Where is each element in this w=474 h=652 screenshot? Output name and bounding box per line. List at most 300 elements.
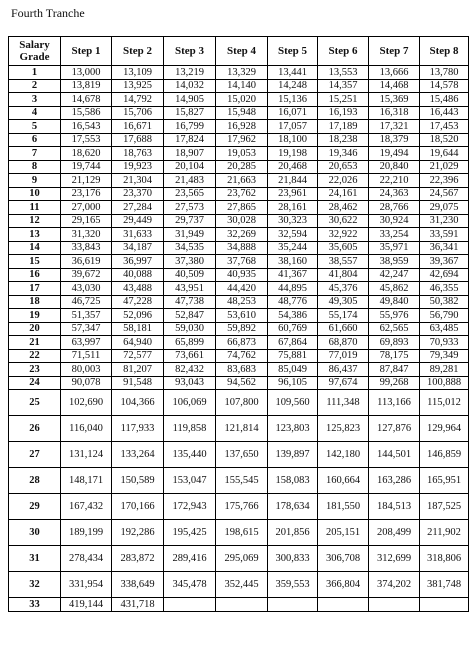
salary-cell: 22,396 [420, 174, 469, 188]
salary-cell: 40,088 [112, 268, 164, 282]
salary-grade-cell: 23 [9, 363, 61, 377]
salary-cell: 23,176 [61, 187, 112, 201]
salary-cell: 94,562 [216, 376, 268, 390]
salary-cell: 131,124 [61, 442, 112, 468]
salary-cell: 14,905 [164, 93, 216, 107]
salary-cell: 19,494 [369, 147, 420, 161]
salary-grade-cell: 14 [9, 241, 61, 255]
salary-cell: 116,040 [61, 416, 112, 442]
salary-cell: 78,175 [369, 349, 420, 363]
salary-cell: 15,369 [369, 93, 420, 107]
salary-grade-cell: 27 [9, 442, 61, 468]
salary-cell: 184,513 [369, 494, 420, 520]
salary-cell: 175,766 [216, 494, 268, 520]
salary-cell: 49,840 [369, 295, 420, 309]
column-header: Step 4 [216, 37, 268, 66]
salary-cell: 22,026 [318, 174, 369, 188]
salary-cell: 43,030 [61, 282, 112, 296]
salary-cell: 38,160 [268, 255, 318, 269]
salary-cell: 63,485 [420, 322, 469, 336]
salary-cell: 46,725 [61, 295, 112, 309]
table-row [9, 416, 469, 442]
salary-cell: 14,792 [112, 93, 164, 107]
salary-cell: 86,437 [318, 363, 369, 377]
table-row [9, 201, 469, 215]
salary-cell: 374,202 [369, 572, 420, 598]
salary-grade-cell: 16 [9, 268, 61, 282]
table-row [9, 214, 469, 228]
salary-cell: 38,959 [369, 255, 420, 269]
salary-cell: 167,432 [61, 494, 112, 520]
salary-cell: 33,591 [420, 228, 469, 242]
salary-cell: 33,254 [369, 228, 420, 242]
salary-cell: 55,174 [318, 309, 369, 323]
salary-grade-cell: 21 [9, 336, 61, 350]
salary-cell: 165,951 [420, 468, 469, 494]
salary-cell: 55,976 [369, 309, 420, 323]
salary-cell: 99,268 [369, 376, 420, 390]
salary-cell: 19,053 [216, 147, 268, 161]
salary-cell: 57,347 [61, 322, 112, 336]
table-row [9, 295, 469, 309]
salary-cell: 14,357 [318, 79, 369, 93]
salary-cell: 13,441 [268, 66, 318, 80]
salary-cell: 37,380 [164, 255, 216, 269]
salary-cell: 13,553 [318, 66, 369, 80]
salary-cell: 63,997 [61, 336, 112, 350]
salary-cell: 192,286 [112, 520, 164, 546]
salary-cell: 34,535 [164, 241, 216, 255]
column-header: Step 2 [112, 37, 164, 66]
salary-cell: 178,634 [268, 494, 318, 520]
salary-grade-cell: 5 [9, 120, 61, 134]
salary-cell: 28,462 [318, 201, 369, 215]
column-header: Step 8 [420, 37, 469, 66]
salary-grade-cell: 15 [9, 255, 61, 269]
salary-grade-cell: 24 [9, 376, 61, 390]
salary-cell: 15,486 [420, 93, 469, 107]
table-row [9, 174, 469, 188]
table-row [9, 241, 469, 255]
salary-cell: 36,341 [420, 241, 469, 255]
salary-cell: 419,144 [61, 598, 112, 612]
page-title: Fourth Tranche [11, 6, 85, 20]
salary-grade-cell: 31 [9, 546, 61, 572]
salary-cell: 201,856 [268, 520, 318, 546]
salary-cell: 15,020 [216, 93, 268, 107]
salary-cell: 195,425 [164, 520, 216, 546]
salary-cell: 129,964 [420, 416, 469, 442]
salary-cell: 54,386 [268, 309, 318, 323]
salary-cell: 181,550 [318, 494, 369, 520]
salary-cell: 16,071 [268, 106, 318, 120]
salary-cell: 13,329 [216, 66, 268, 80]
salary-cell: 43,488 [112, 282, 164, 296]
salary-cell: 144,501 [369, 442, 420, 468]
salary-grade-cell: 25 [9, 390, 61, 416]
salary-cell: 18,520 [420, 133, 469, 147]
salary-cell: 17,962 [216, 133, 268, 147]
table-row [9, 255, 469, 269]
salary-cell: 13,819 [61, 79, 112, 93]
salary-cell: 27,284 [112, 201, 164, 215]
salary-cell: 44,420 [216, 282, 268, 296]
salary-cell: 170,166 [112, 494, 164, 520]
salary-cell: 40,935 [216, 268, 268, 282]
salary-cell: 142,180 [318, 442, 369, 468]
salary-cell: 189,199 [61, 520, 112, 546]
salary-cell: 352,445 [216, 572, 268, 598]
salary-grade-cell: 29 [9, 494, 61, 520]
table-row [9, 442, 469, 468]
salary-cell: 51,357 [61, 309, 112, 323]
salary-cell: 19,644 [420, 147, 469, 161]
salary-cell: 27,865 [216, 201, 268, 215]
salary-cell: 160,664 [318, 468, 369, 494]
salary-cell: 16,443 [420, 106, 469, 120]
salary-cell: 71,511 [61, 349, 112, 363]
salary-grade-cell: 4 [9, 106, 61, 120]
salary-cell [420, 598, 469, 612]
salary-cell: 30,028 [216, 214, 268, 228]
salary-cell: 28,161 [268, 201, 318, 215]
salary-cell: 56,790 [420, 309, 469, 323]
salary-cell: 52,847 [164, 309, 216, 323]
salary-cell: 35,244 [268, 241, 318, 255]
salary-cell: 49,305 [318, 295, 369, 309]
salary-cell: 60,769 [268, 322, 318, 336]
table-row [9, 147, 469, 161]
salary-cell: 44,895 [268, 282, 318, 296]
table-row [9, 390, 469, 416]
table-row [9, 336, 469, 350]
salary-cell: 31,320 [61, 228, 112, 242]
salary-grade-cell: 18 [9, 295, 61, 309]
salary-cell: 17,688 [112, 133, 164, 147]
salary-grade-cell: 26 [9, 416, 61, 442]
salary-cell: 62,565 [369, 322, 420, 336]
salary-cell: 96,105 [268, 376, 318, 390]
salary-cell: 64,940 [112, 336, 164, 350]
salary-cell: 68,870 [318, 336, 369, 350]
column-header: Salary Grade [9, 37, 61, 66]
salary-cell: 50,382 [420, 295, 469, 309]
salary-cell: 19,744 [61, 160, 112, 174]
salary-cell: 39,672 [61, 268, 112, 282]
salary-cell: 20,468 [268, 160, 318, 174]
salary-cell: 15,706 [112, 106, 164, 120]
salary-cell: 20,653 [318, 160, 369, 174]
salary-cell: 53,610 [216, 309, 268, 323]
table-row [9, 546, 469, 572]
salary-cell: 283,872 [112, 546, 164, 572]
salary-grade-cell: 13 [9, 228, 61, 242]
salary-cell: 43,951 [164, 282, 216, 296]
salary-cell: 21,304 [112, 174, 164, 188]
salary-cell: 17,321 [369, 120, 420, 134]
column-header: Step 7 [369, 37, 420, 66]
salary-cell: 42,694 [420, 268, 469, 282]
salary-cell: 48,776 [268, 295, 318, 309]
salary-cell: 17,553 [61, 133, 112, 147]
table-row [9, 322, 469, 336]
salary-cell: 36,997 [112, 255, 164, 269]
table-body [9, 66, 469, 612]
salary-cell [164, 598, 216, 612]
salary-cell: 102,690 [61, 390, 112, 416]
salary-cell: 17,057 [268, 120, 318, 134]
salary-grade-cell: 33 [9, 598, 61, 612]
salary-cell: 13,000 [61, 66, 112, 80]
salary-cell: 21,663 [216, 174, 268, 188]
salary-cell: 97,674 [318, 376, 369, 390]
salary-cell: 338,649 [112, 572, 164, 598]
salary-cell: 205,151 [318, 520, 369, 546]
salary-cell: 33,843 [61, 241, 112, 255]
salary-cell: 187,525 [420, 494, 469, 520]
salary-cell: 29,075 [420, 201, 469, 215]
salary-grade-cell: 22 [9, 349, 61, 363]
table-row [9, 160, 469, 174]
salary-cell: 47,738 [164, 295, 216, 309]
salary-cell: 109,560 [268, 390, 318, 416]
salary-cell: 13,666 [369, 66, 420, 80]
salary-cell: 18,907 [164, 147, 216, 161]
salary-cell: 22,210 [369, 174, 420, 188]
salary-cell: 13,219 [164, 66, 216, 80]
salary-cell: 59,030 [164, 322, 216, 336]
salary-cell: 14,678 [61, 93, 112, 107]
salary-grade-cell: 30 [9, 520, 61, 546]
salary-cell: 19,923 [112, 160, 164, 174]
salary-grade-cell: 7 [9, 147, 61, 161]
salary-grade-cell: 8 [9, 160, 61, 174]
salary-cell: 16,318 [369, 106, 420, 120]
salary-cell: 14,140 [216, 79, 268, 93]
salary-cell: 41,367 [268, 268, 318, 282]
salary-cell: 21,129 [61, 174, 112, 188]
table-row [9, 520, 469, 546]
salary-cell: 15,136 [268, 93, 318, 107]
salary-cell: 13,109 [112, 66, 164, 80]
salary-cell: 17,453 [420, 120, 469, 134]
salary-cell: 139,897 [268, 442, 318, 468]
salary-cell: 41,804 [318, 268, 369, 282]
salary-cell: 66,873 [216, 336, 268, 350]
salary-cell: 45,862 [369, 282, 420, 296]
salary-cell: 431,718 [112, 598, 164, 612]
table-row [9, 376, 469, 390]
salary-cell: 198,615 [216, 520, 268, 546]
salary-cell: 21,029 [420, 160, 469, 174]
salary-cell: 29,165 [61, 214, 112, 228]
salary-cell: 15,948 [216, 106, 268, 120]
salary-cell: 30,323 [268, 214, 318, 228]
table-row [9, 282, 469, 296]
salary-cell: 34,187 [112, 241, 164, 255]
salary-grade-cell: 2 [9, 79, 61, 93]
salary-cell: 104,366 [112, 390, 164, 416]
salary-cell: 46,355 [420, 282, 469, 296]
salary-cell: 289,416 [164, 546, 216, 572]
salary-cell: 155,545 [216, 468, 268, 494]
salary-cell: 278,434 [61, 546, 112, 572]
salary-cell: 23,370 [112, 187, 164, 201]
table-row [9, 468, 469, 494]
salary-cell: 27,573 [164, 201, 216, 215]
salary-cell: 153,047 [164, 468, 216, 494]
salary-cell: 172,943 [164, 494, 216, 520]
salary-cell: 125,823 [318, 416, 369, 442]
salary-cell: 18,620 [61, 147, 112, 161]
salary-cell: 31,633 [112, 228, 164, 242]
salary-cell: 117,933 [112, 416, 164, 442]
salary-cell: 15,827 [164, 106, 216, 120]
salary-cell: 14,032 [164, 79, 216, 93]
table-row [9, 349, 469, 363]
salary-cell: 306,708 [318, 546, 369, 572]
salary-cell: 15,586 [61, 106, 112, 120]
salary-cell: 135,440 [164, 442, 216, 468]
salary-cell: 107,800 [216, 390, 268, 416]
table-row [9, 187, 469, 201]
salary-cell: 345,478 [164, 572, 216, 598]
salary-cell: 16,543 [61, 120, 112, 134]
salary-cell: 61,660 [318, 322, 369, 336]
salary-cell: 23,565 [164, 187, 216, 201]
salary-cell: 16,799 [164, 120, 216, 134]
salary-grade-cell: 10 [9, 187, 61, 201]
salary-cell: 163,286 [369, 468, 420, 494]
table-row [9, 79, 469, 93]
salary-cell: 18,238 [318, 133, 369, 147]
column-header: Step 6 [318, 37, 369, 66]
salary-cell: 24,363 [369, 187, 420, 201]
table-row [9, 120, 469, 134]
salary-cell: 37,768 [216, 255, 268, 269]
salary-cell: 32,269 [216, 228, 268, 242]
salary-cell: 20,285 [216, 160, 268, 174]
table-row [9, 598, 469, 612]
salary-cell: 312,699 [369, 546, 420, 572]
salary-cell: 28,766 [369, 201, 420, 215]
salary-cell: 23,961 [268, 187, 318, 201]
salary-table [8, 36, 469, 612]
table-row [9, 228, 469, 242]
salary-cell: 24,567 [420, 187, 469, 201]
salary-cell: 35,605 [318, 241, 369, 255]
salary-cell: 381,748 [420, 572, 469, 598]
salary-cell: 150,589 [112, 468, 164, 494]
salary-cell: 27,000 [61, 201, 112, 215]
salary-cell [369, 598, 420, 612]
salary-cell: 91,548 [112, 376, 164, 390]
salary-cell: 67,864 [268, 336, 318, 350]
salary-cell: 15,251 [318, 93, 369, 107]
salary-cell: 18,379 [369, 133, 420, 147]
table-header-row [9, 37, 469, 66]
salary-grade-cell: 1 [9, 66, 61, 80]
salary-grade-cell: 20 [9, 322, 61, 336]
salary-cell: 211,902 [420, 520, 469, 546]
salary-cell: 77,019 [318, 349, 369, 363]
salary-cell: 75,881 [268, 349, 318, 363]
salary-cell: 17,189 [318, 120, 369, 134]
salary-cell: 111,348 [318, 390, 369, 416]
salary-cell: 24,161 [318, 187, 369, 201]
salary-cell: 13,925 [112, 79, 164, 93]
salary-cell: 59,892 [216, 322, 268, 336]
salary-grade-cell: 17 [9, 282, 61, 296]
salary-cell: 295,069 [216, 546, 268, 572]
salary-cell: 45,376 [318, 282, 369, 296]
salary-cell: 90,078 [61, 376, 112, 390]
salary-cell [268, 598, 318, 612]
salary-cell: 16,193 [318, 106, 369, 120]
column-header: Step 1 [61, 37, 112, 66]
salary-cell: 127,876 [369, 416, 420, 442]
salary-cell: 83,683 [216, 363, 268, 377]
table-row [9, 66, 469, 80]
table-row [9, 572, 469, 598]
salary-cell: 18,100 [268, 133, 318, 147]
salary-cell: 19,198 [268, 147, 318, 161]
column-header: Step 3 [164, 37, 216, 66]
salary-cell: 18,763 [112, 147, 164, 161]
table-row [9, 363, 469, 377]
salary-cell: 29,449 [112, 214, 164, 228]
salary-cell: 31,949 [164, 228, 216, 242]
salary-cell: 81,207 [112, 363, 164, 377]
salary-cell [318, 598, 369, 612]
salary-cell: 70,933 [420, 336, 469, 350]
table-row [9, 309, 469, 323]
salary-cell: 148,171 [61, 468, 112, 494]
salary-cell: 119,858 [164, 416, 216, 442]
salary-cell: 146,859 [420, 442, 469, 468]
salary-cell: 318,806 [420, 546, 469, 572]
salary-cell: 48,253 [216, 295, 268, 309]
salary-grade-cell: 3 [9, 93, 61, 107]
salary-grade-cell: 12 [9, 214, 61, 228]
salary-grade-cell: 11 [9, 201, 61, 215]
salary-cell: 208,499 [369, 520, 420, 546]
salary-cell: 31,230 [420, 214, 469, 228]
salary-cell [216, 598, 268, 612]
salary-cell: 20,840 [369, 160, 420, 174]
table-row [9, 93, 469, 107]
salary-cell: 38,557 [318, 255, 369, 269]
salary-cell: 32,922 [318, 228, 369, 242]
salary-cell: 14,468 [369, 79, 420, 93]
salary-cell: 73,661 [164, 349, 216, 363]
column-header: Step 5 [268, 37, 318, 66]
salary-cell: 123,803 [268, 416, 318, 442]
table-row [9, 133, 469, 147]
salary-cell: 93,043 [164, 376, 216, 390]
salary-cell: 121,814 [216, 416, 268, 442]
salary-cell: 21,844 [268, 174, 318, 188]
salary-cell: 42,247 [369, 268, 420, 282]
salary-cell: 158,083 [268, 468, 318, 494]
salary-cell: 65,899 [164, 336, 216, 350]
salary-cell: 87,847 [369, 363, 420, 377]
salary-cell: 13,780 [420, 66, 469, 80]
salary-cell: 21,483 [164, 174, 216, 188]
salary-cell: 14,248 [268, 79, 318, 93]
salary-cell: 35,971 [369, 241, 420, 255]
salary-cell: 137,650 [216, 442, 268, 468]
